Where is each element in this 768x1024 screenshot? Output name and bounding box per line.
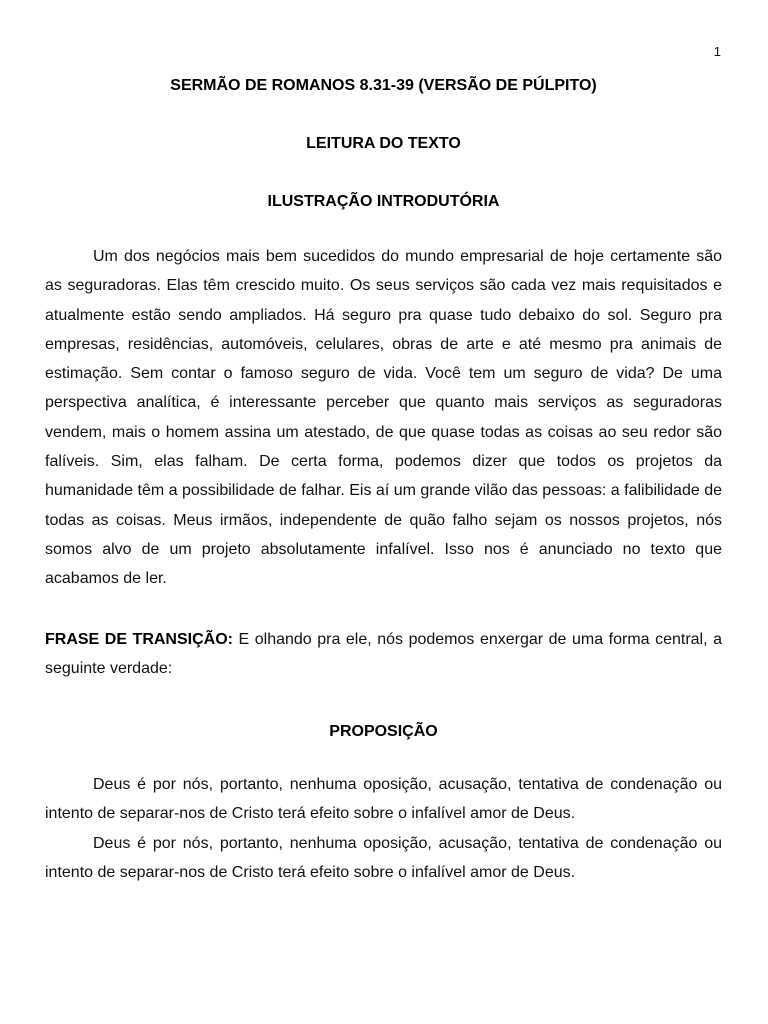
section-heading-ilustracao-introdutoria: ILUSTRAÇÃO INTRODUTÓRIA [267, 193, 500, 210]
section-heading-leitura-do-texto: LEITURA DO TEXTO [306, 135, 461, 152]
section-heading-proposicao: PROPOSIÇÃO [329, 723, 438, 741]
transition-label: FRASE DE TRANSIÇÃO: [45, 630, 233, 648]
intro-illustration-paragraph: Um dos negócios mais bem sucedidos do mundo empresarial de hoje certamente são as seguradoras. Elas têm crescido muito. Os seus serviços são cada vez mais requisitados e atualmente estão sendo ampliados. Há seguro pra quase tudo debaixo do sol. Seguro pra empresas, residências, automóveis, celulares, obras de arte e até mesmo pra animais de estimação. Sem contar o famoso seguro de vida. Você tem um seguro de vida? De uma perspectiva analítica, é interessante perceber que quanto mais serviços as seguradoras vendem, mais o homem assina um atestado, de que quase todas as coisas ao seu redor são falíveis. Sim, elas falham. De certa forma, podemos dizer que todos os projetos da humanidade têm a possibilidade de falhar. Eis aí um grande vilão das pessoas: a falibilidade de todas as coisas. Meus irmãos, independente de quão falho sejam os nossos projetos, nós somos alvo de um projeto absolutamente infalível. Isso nos é anunciado no texto que acabamos de ler. [45, 248, 722, 588]
proposition-paragraph-2: Deus é por nós, portanto, nenhuma oposição, acusação, tentativa de condenação ou intento de separar-nos de Cristo terá efeito sobre o infalível amor de Deus. [45, 834, 722, 882]
transition-text: E olhando pra ele, nós podemos enxergar de uma forma central, a seguinte verdade: [45, 630, 722, 677]
proposition-paragraph-1: Deus é por nós, portanto, nenhuma oposição, acusação, tentativa de condenação ou intento de separar-nos de Cristo terá efeito sobre o infalível amor de Deus. [45, 776, 722, 823]
document-title: SERMÃO DE ROMANOS 8.31-39 (VERSÃO DE PÚLPITO) [170, 77, 597, 94]
transition-paragraph [45, 625, 722, 684]
page-number: 1 [713, 44, 721, 59]
